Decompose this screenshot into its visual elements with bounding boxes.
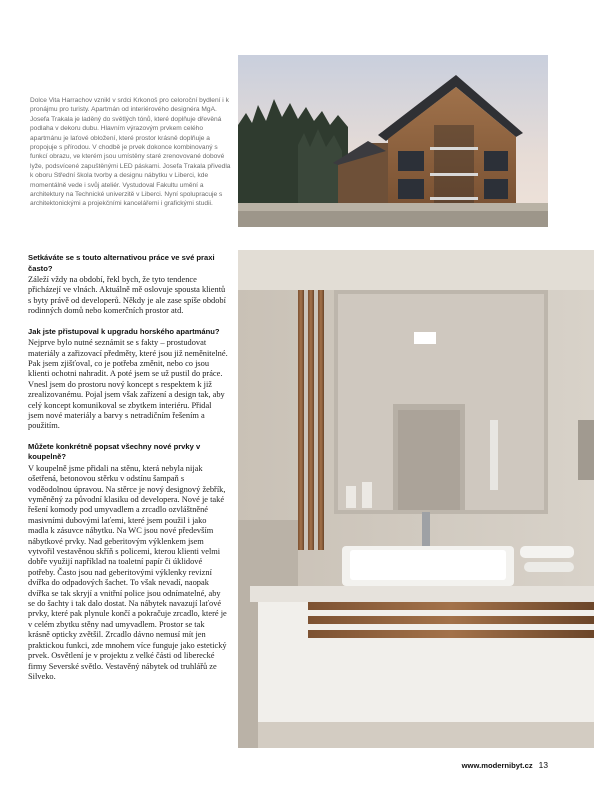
interview-answer-3: V koupelně jsme přidali na stěnu, která nebyla nijak ošetřená, betonovou stěrku v odstínu šampaň s voděodolnou úpravou. Na stěrce je nový designový žebřík, vyměněný za původní klasiku od developera. Nové je také řešení komody pod umyvadlem a zrcadlo ozvláštněné masivními dubovými laťemi, které jsem použil i jako madla k zásuvce nábytku. Na WC jsou nové především nábytkové prvky. Nad geberitovým výklenkem jsem vytvořil vestavěnou skříň s policemi, kterou klienti velmi dobře využijí například na toaletní papír či úklidové potřeby. Často jsou nad geberitovými výklenky revizní dvířka do odpadových šachet. To však nevadí, naopak dvířka se tak skryjí a vnitřní police jsou odnímatelné, aby se do šachty i tak dalo dostat. Na nábytek navazují laťové prvky, které pak plynule končí a pokračuje zrcadlo, které je v celém zbytku stěny nad umyvadlem. Prostor se tak krásně opticky zvětšil. Zrcadlo dávno nemusí mít jen praktickou funkci, zde mnohem více funguje jako estetický prvek. Osvětlení je v projektu z velké části od liberecké firmy Severské světlo. Vestavěný nábytek od truhlářů ze Silveko. [28, 463, 227, 681]
page-footer [400, 760, 548, 770]
interview-question-2: Jak jste přistupoval k upgradu horského apartmánu? [28, 326, 220, 336]
interview-answer-2: Nejprve bylo nutné seznámit se s fakty – prostudovat materiály a zařizovací předměty, které jsou již neměnitelné. Pak jsem zjišťoval, co je potřeba změnit, nebo co jsou klienti ochotni nahradit. A poté jsem se už pustil do práce. Vnesl jsem do prostoru nový koncept s respektem k již zrealizovanému. Pojal jsem však zařízení a design tak, aby celý koncept komunikoval se zbytkem interiéru. Přidal jsem nové materiály a barvy s netradičním řešením a použitím. [28, 338, 228, 431]
building-photo [238, 55, 548, 227]
bathroom-photo [238, 250, 594, 748]
photo-caption: Dolce Vita Harrachov vznikl v srdci Krkonoš pro celoroční bydlení i k pronájmu pro turisty. Apartmán od interiérového designéra MgA. Josefa Trakala je laděný do světlých tónů, které doplňuje dřevěná podlaha v dekoru dubu. Hlavním výrazovým prvkem celého apartmánu je laťové obložení, které prostor krásně doplňuje a propojuje s přírodou. V chodbě je prvek dokonce kombinovaný s funkcí obrazu, ve kterém jsou umístěny staré zrenovované dobové lyže, podsvícené zapuštěnými LED páskami. Josefa Trakala přivedla k oboru Střední škola tvorby a designu nábytku v Liberci, kde momentálně vede i svůj ateliér. Vystudoval Fakultu umění a architektury na Technické univerzitě v Liberci. Nyní spolupracuje s architektonickými a projekčními kancelářemi i grafickými studii. [30, 97, 231, 208]
interview-question-3: Můžete konkrétně popsat všechny nové prvky v koupelně? [28, 441, 201, 462]
page-number: 13 [538, 760, 548, 770]
footer-website: www.modernibyt.cz [461, 761, 533, 770]
interview-question-1: Setkáváte se s touto alternativou práce ve své praxi často? [28, 253, 215, 273]
interview-answer-1: Záleží vždy na období, řekl bych, že tyto tendence přicházejí ve vlnách. Aktuálně mě oslovuje spousta klientů s byty právě od developerů. Někdy je ale zase spíše období rodinných domů nebo komerčních prostor atd. [28, 275, 226, 316]
